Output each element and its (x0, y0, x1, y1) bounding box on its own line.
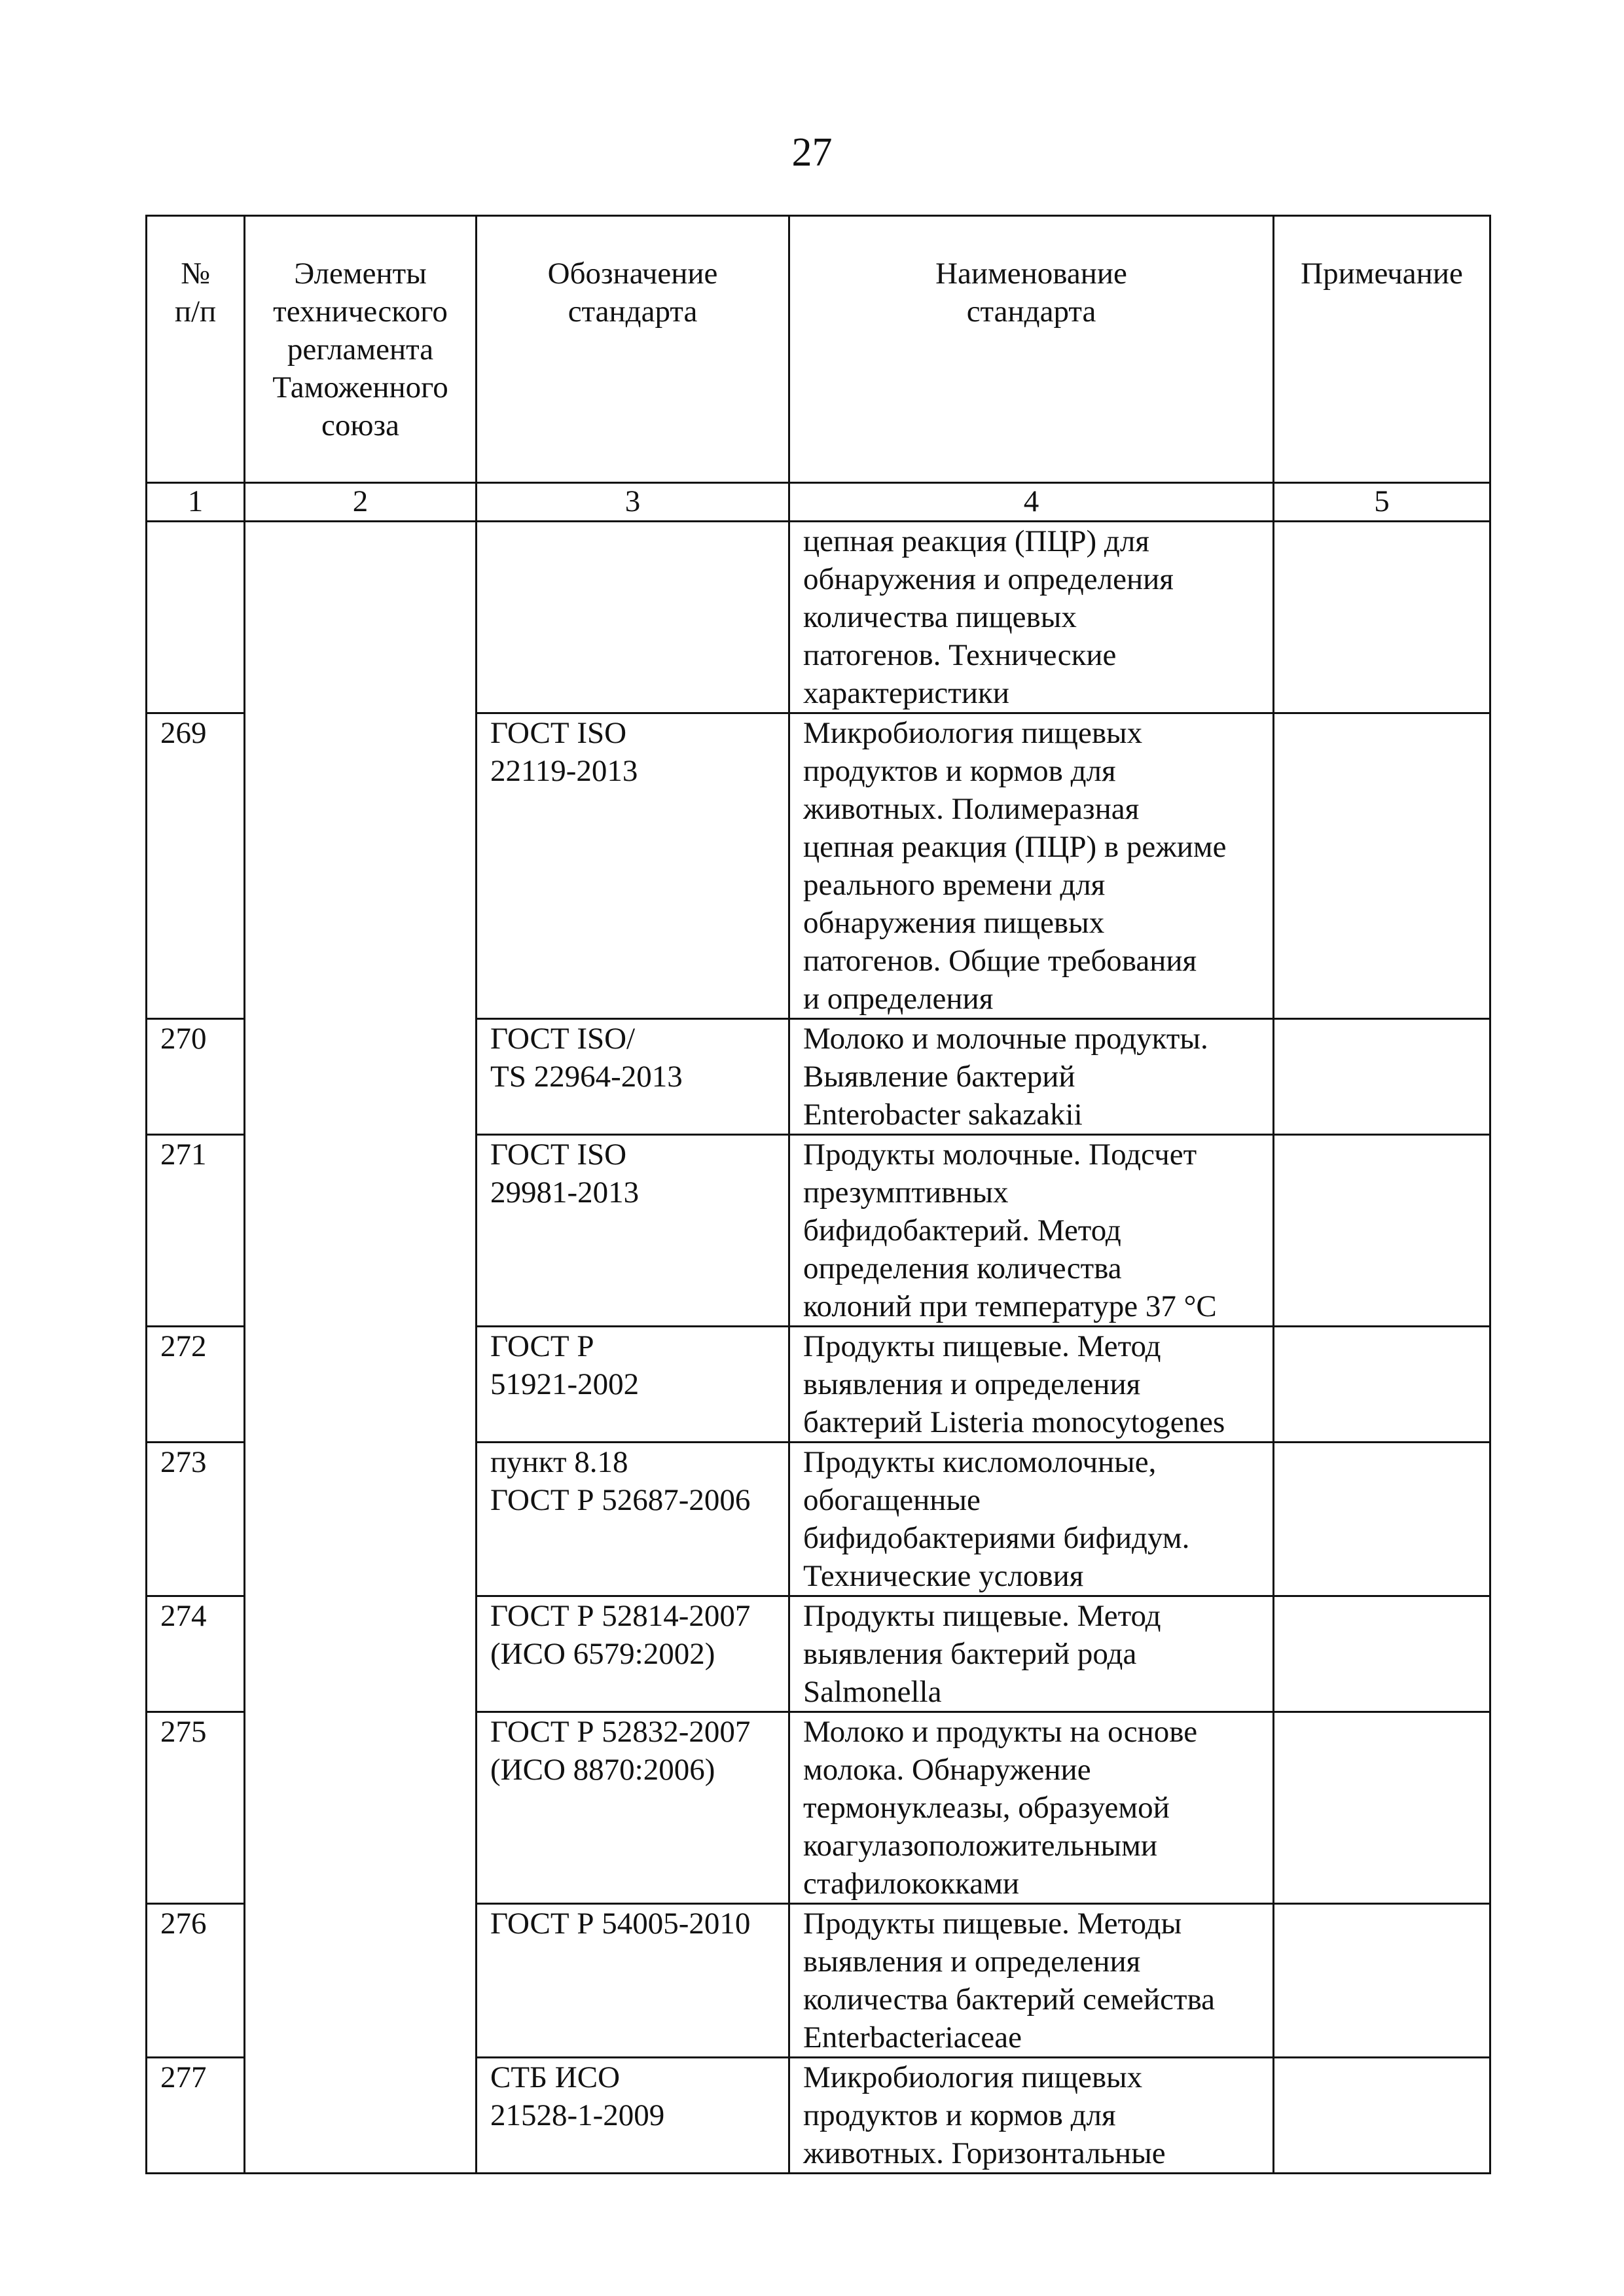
text-line: реального времени для (803, 868, 1106, 902)
row-number: 275 (147, 1712, 245, 1904)
standard-designation (477, 713, 789, 1019)
standard-note (1274, 2058, 1490, 2174)
text-line: выявления и определения (803, 1945, 1141, 1979)
text-line: цепная реакция (ПЦР) для (803, 524, 1149, 558)
standard-name (789, 1596, 1274, 1712)
row-number: 272 (147, 1327, 245, 1443)
standard-designation (477, 2058, 789, 2174)
standard-name (789, 1019, 1274, 1135)
standard-designation (477, 1596, 789, 1712)
text-line: регламента (287, 332, 434, 367)
text-line: стандарта (568, 295, 698, 329)
text-line: цепная реакция (ПЦР) в режиме (803, 830, 1227, 864)
text-line: союза (321, 408, 399, 442)
text-line: ГОСТ ISO (490, 716, 627, 750)
text-line: стандарта (966, 295, 1096, 329)
text-line: ГОСТ Р 52832-2007 (490, 1715, 751, 1749)
standard-note (1274, 1443, 1490, 1596)
text-line: (ИСО 8870:2006) (490, 1753, 715, 1787)
header-note (1274, 216, 1490, 483)
text-line: презумптивных (803, 1175, 1009, 1210)
text-line: количества бактерий семейства (803, 1982, 1216, 2017)
table-body (147, 522, 1490, 2174)
text-line: Enterbacteriaceae (803, 2020, 1022, 2054)
text-line: Выявление бактерий (803, 1060, 1075, 1094)
text-line: TS 22964-2013 (490, 1060, 683, 1094)
text-line: ГОСТ Р 52814-2007 (490, 1599, 751, 1633)
standard-name (789, 1904, 1274, 2058)
text-line: Обозначение (547, 257, 718, 291)
text-line: ГОСТ ISO (490, 1138, 627, 1172)
text-line: коагулазоположительными (803, 1829, 1157, 1863)
text-line: патогенов. Общие требования (803, 944, 1197, 978)
text-line: Молоко и молочные продукты. (803, 1022, 1208, 1056)
page-number: 27 (791, 130, 833, 175)
row-number: 277 (147, 2058, 245, 2174)
standard-designation (477, 522, 789, 713)
header-name (789, 216, 1274, 483)
text-line: бактерий Listeria monocytogenes (803, 1405, 1225, 1439)
text-line: бифидобактерий. Метод (803, 1213, 1121, 1247)
text-line: СТБ ИСО (490, 2060, 621, 2094)
text-line: Микробиология пищевых (803, 2060, 1143, 2094)
standard-name (789, 1712, 1274, 1904)
text-line: термонуклеазы, образуемой (803, 1791, 1170, 1825)
text-line: технического (273, 295, 448, 329)
standard-note (1274, 1135, 1490, 1327)
text-line: Продукты кисломолочные, (803, 1445, 1157, 1479)
text-line: Таможенного (272, 370, 448, 404)
text-line: выявления бактерий рода (803, 1637, 1137, 1671)
column-number: 1 (147, 483, 245, 522)
text-line: продуктов и кормов для (803, 2098, 1116, 2132)
text-line: Технические условия (803, 1559, 1084, 1593)
text-line: животных. Полимеразная (803, 792, 1140, 826)
text-line: пункт 8.18 (490, 1445, 628, 1479)
row-number: 271 (147, 1135, 245, 1327)
text-line: ГОСТ Р (490, 1329, 594, 1363)
standard-note (1274, 1596, 1490, 1712)
standard-designation (477, 1019, 789, 1135)
text-line: ГОСТ Р 54005-2010 (490, 1907, 751, 1941)
text-line: Молоко и продукты на основе (803, 1715, 1198, 1749)
text-line: Примечание (1301, 257, 1463, 291)
text-line: 22119-2013 (490, 754, 638, 788)
regulation-elements-cell (245, 522, 477, 2174)
text-line: стафилококками (803, 1867, 1020, 1901)
text-line: Продукты молочные. Подсчет (803, 1138, 1197, 1172)
standard-note (1274, 1327, 1490, 1443)
text-line: обогащенные (803, 1483, 981, 1517)
standard-name (789, 713, 1274, 1019)
text-line: определения количества (803, 1251, 1122, 1285)
text-line: выявления и определения (803, 1367, 1141, 1401)
standard-name (789, 522, 1274, 713)
text-line: Микробиология пищевых (803, 716, 1143, 750)
text-line: молока. Обнаружение (803, 1753, 1091, 1787)
text-line: ГОСТ ISO/ (490, 1022, 636, 1056)
table-row (147, 522, 1490, 713)
column-number: 4 (789, 483, 1274, 522)
standard-name (789, 1443, 1274, 1596)
header-designation (477, 216, 789, 483)
standard-name (789, 2058, 1274, 2174)
standard-note (1274, 1712, 1490, 1904)
header-elements (245, 216, 477, 483)
text-line: 21528-1-2009 (490, 2098, 665, 2132)
standard-designation (477, 1443, 789, 1596)
standard-name (789, 1327, 1274, 1443)
standard-designation (477, 1904, 789, 2058)
text-line: 29981-2013 (490, 1175, 640, 1210)
column-number: 5 (1274, 483, 1490, 522)
standard-name (789, 1135, 1274, 1327)
text-line: Наименование (935, 257, 1127, 291)
header-row (147, 216, 1490, 483)
standard-note (1274, 713, 1490, 1019)
row-number: 274 (147, 1596, 245, 1712)
standard-note (1274, 522, 1490, 713)
row-number: 269 (147, 713, 245, 1019)
text-line: и определения (803, 982, 994, 1016)
standard-designation (477, 1327, 789, 1443)
standard-designation (477, 1712, 789, 1904)
text-line: Продукты пищевые. Метод (803, 1329, 1161, 1363)
row-number: 273 (147, 1443, 245, 1596)
text-line: патогенов. Технические (803, 638, 1117, 672)
standard-note (1274, 1904, 1490, 2058)
text-line: обнаружения пищевых (803, 906, 1105, 940)
text-line: п/п (174, 295, 217, 329)
text-line: Элементы (294, 257, 427, 291)
row-number: 276 (147, 1904, 245, 2058)
text-line: Продукты пищевые. Метод (803, 1599, 1161, 1633)
column-number-row (147, 483, 1490, 522)
row-number: 270 (147, 1019, 245, 1135)
text-line: продуктов и кормов для (803, 754, 1116, 788)
text-line: колоний при температуре 37 °С (803, 1289, 1217, 1323)
column-number: 3 (477, 483, 789, 522)
standards-table (145, 215, 1491, 2174)
text-line: животных. Горизонтальные (803, 2136, 1166, 2170)
standard-designation (477, 1135, 789, 1327)
text-line: Enterobacter sakazakii (803, 1098, 1083, 1132)
text-line: количества пищевых (803, 600, 1077, 634)
text-line: Продукты пищевые. Методы (803, 1907, 1182, 1941)
text-line: ГОСТ Р 52687-2006 (490, 1483, 751, 1517)
text-line: характеристики (803, 676, 1009, 710)
text-line: обнаружения и определения (803, 562, 1174, 596)
column-number: 2 (245, 483, 477, 522)
text-line: Salmonella (803, 1675, 942, 1709)
text-line: (ИСО 6579:2002) (490, 1637, 715, 1671)
text-line: 51921-2002 (490, 1367, 640, 1401)
text-line: бифидобактериями бифидум. (803, 1521, 1190, 1555)
text-line: № (181, 257, 210, 291)
header-no (147, 216, 245, 483)
standard-note (1274, 1019, 1490, 1135)
row-number (147, 522, 245, 713)
